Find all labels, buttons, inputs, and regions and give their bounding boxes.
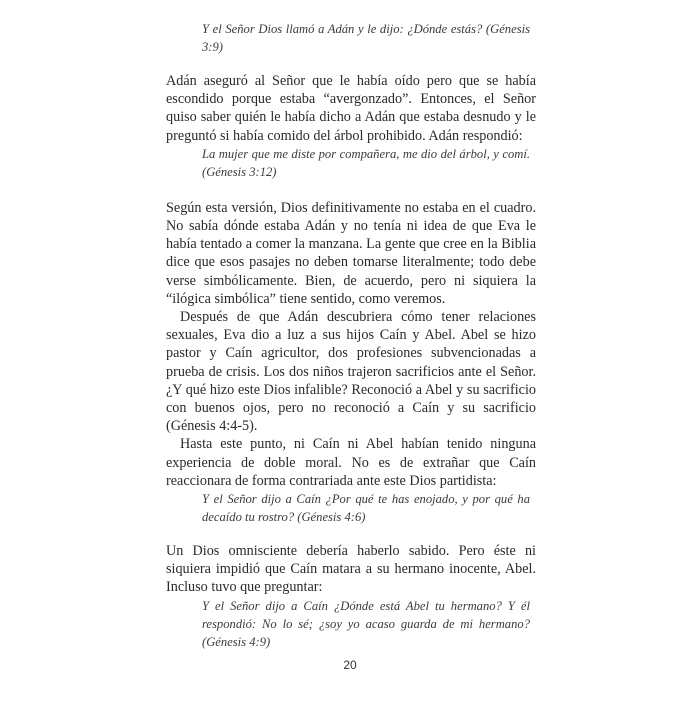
paragraph: Después de que Adán descubriera cómo tener relaciones sexuales, Eva dio a luz a sus hijos Caín y Abel. Abel se hizo pastor y Caín agricultor, dos profesiones subvencionadas a prueba de crisis. Los dos niños trajeron sacrificios ante el Señor. ¿Y qué hizo este Dios infalible? Reconoció a Abel y su sacrificio con buenos ojos, pero no reconoció a Caín y su sacrificio (Génesis 4:4-5). <box>166 309 536 435</box>
paragraph: Según esta versión, Dios definitivamente no estaba en el cuadro. No sabía dónde estaba Adán y no tenía ni idea de que Eva le había tentado a comer la manzana. La gente que cree en la Biblia dice que esos pasajes no deben tomarse literalmente; todo debe verse simbólicamente. Bien, de acuerdo, pero ni siquiera la “ilógica simbólica” tiene sentido, como veremos. <box>166 199 536 307</box>
page-body <box>166 20 536 663</box>
paragraph: Adán aseguró al Señor que le había oído pero que se había escondido porque estaba “avergonzado”. Entonces, el Señor quiso saber quién le había dicho a Adán que estaba desnudo y le preguntó si había comido del árbol prohibido. Adán respondió: <box>166 73 536 144</box>
bible-quote: Y el Señor dijo a Caín ¿Por qué te has enojado, y por qué ha decaído tu rostro? (Génesis 4:6) <box>202 492 530 525</box>
paragraph: Un Dios omnisciente debería haberlo sabido. Pero éste ni siquiera impidió que Caín matara a su hermano inocente, Abel. Incluso tuvo que preguntar: <box>166 543 536 596</box>
bible-quote: La mujer que me diste por compañera, me dio del árbol, y comí. (Génesis 3:12) <box>202 146 530 179</box>
bible-quote: Y el Señor dijo a Caín ¿Dónde está Abel tu hermano? Y él respondió: No lo sé; ¿soy yo acaso guarda de mi hermano? (Génesis 4:9) <box>202 598 530 649</box>
paragraph: Hasta este punto, ni Caín ni Abel habían tenido ninguna experiencia de doble moral. No es de extrañar que Caín reaccionara de forma contrariada ante este Dios partidista: <box>166 436 536 489</box>
page-number: 20 <box>343 658 357 672</box>
bible-quote: Y el Señor Dios llamó a Adán y le dijo: ¿Dónde estás? (Génesis 3:9) <box>202 22 530 54</box>
